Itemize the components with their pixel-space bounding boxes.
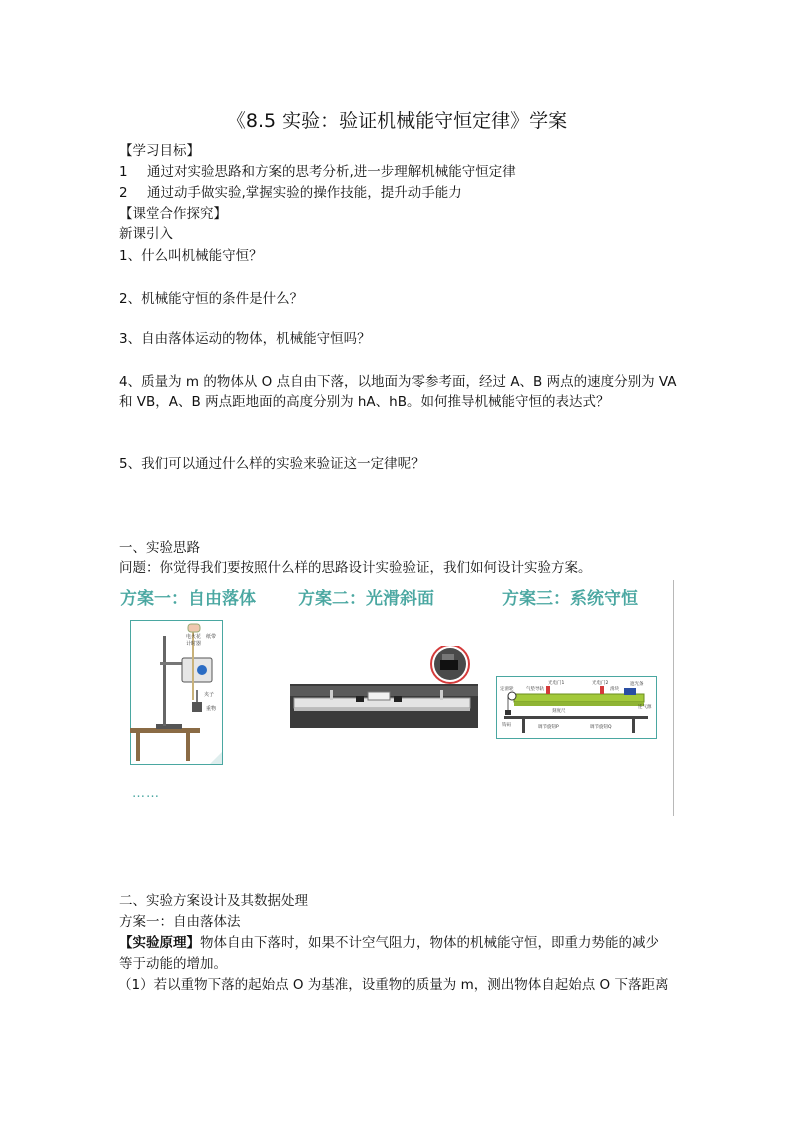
section-1-heading: 一、实验思路	[119, 540, 200, 556]
hook-label: 钩码	[502, 723, 511, 728]
question-2: 2、机械能守恒的条件是什么？	[119, 291, 304, 307]
goal-item-1	[119, 160, 516, 180]
timer-label-2: 计时器	[186, 641, 202, 647]
plan-3-title: 方案三：系统守恒	[502, 589, 638, 609]
clip-label: 夹子	[204, 692, 215, 698]
goal-text: 通过对实验思路和方案的思考分析,进一步理解机械能守恒定律	[147, 164, 516, 180]
question-5: 5、我们可以通过什么样的实验来验证这一定律呢？	[119, 456, 425, 472]
gate-1-label: 光电门1	[548, 681, 565, 686]
weight-label: 重物	[206, 706, 217, 712]
goal-item-2	[119, 181, 462, 201]
slider-label: 滑块	[610, 687, 619, 692]
question-4-line-2: 和 VB，A、B 两点距地面的高度分别为 hA、hB。如何推导机械能守恒的表达式？	[119, 394, 610, 410]
gate-2-label: 光电门2	[592, 681, 609, 686]
goal-number: 1	[119, 164, 128, 180]
plan-2-title: 方案二：光滑斜面	[298, 589, 434, 609]
timer-label: 电火花	[186, 634, 202, 640]
system-conservation-diagram	[496, 676, 658, 740]
knob-p-label: 调节旋钮P	[538, 725, 559, 730]
principle-line-2: 等于动能的增加。	[119, 956, 227, 972]
plan-1-title: 方案一：自由落体	[120, 589, 256, 609]
goals-heading: 【学习目标】	[119, 143, 200, 159]
strip-label: 遮光条	[630, 682, 644, 687]
rail-label: 气垫导轨	[526, 687, 544, 692]
principle-text: 物体自由下落时，如果不计空气阻力，物体的机械能守恒，即重力势能的减少	[200, 935, 659, 951]
knob-q-label: 调节旋钮Q	[590, 725, 612, 730]
pulley-label: 定滑轮	[500, 687, 514, 692]
explore-heading: 【课堂合作探究】	[119, 206, 227, 222]
free-fall-apparatus-image	[130, 620, 226, 768]
question-1: 1、什么叫机械能守恒？	[119, 248, 263, 264]
section-2-heading: 二、实验方案设计及其数据处理	[119, 893, 308, 909]
principle-line-1	[119, 931, 659, 951]
smooth-incline-photo	[290, 646, 478, 730]
plan-1-heading: 方案一：自由落体法	[119, 914, 241, 930]
page-title: 《8.5 实验：验证机械能守恒定律》学案	[226, 110, 568, 132]
air-label: 连气源	[638, 705, 652, 710]
goal-text: 通过动手做实验,掌握实验的操作技能，提升动手能力	[147, 185, 462, 201]
question-3: 3、自由落体运动的物体，机械能守恒吗？	[119, 331, 371, 347]
figure-divider	[673, 580, 674, 816]
experiment-plans-figure	[118, 580, 676, 818]
step-1-text: （1）若以重物下落的起始点 O 为基准，设重物的质量为 m，测出物体自起始点 O 下落距离	[118, 977, 669, 993]
section-1-question: 问题：你觉得我们要按照什么样的思路设计实验验证，我们如何设计实验方案。	[119, 560, 592, 576]
question-4-line-1: 4、质量为 m 的物体从 O 点自由下落，以地面为零参考面，经过 A、B 两点的速度分别为 VA	[119, 374, 677, 390]
principle-label: 【实验原理】	[119, 935, 200, 951]
intro-label: 新课引入	[119, 226, 173, 242]
tape-label: 纸带	[206, 634, 217, 640]
goal-number: 2	[119, 185, 128, 201]
scale-label: 刻度尺	[552, 709, 566, 714]
ellipsis-text: ……	[132, 786, 160, 801]
